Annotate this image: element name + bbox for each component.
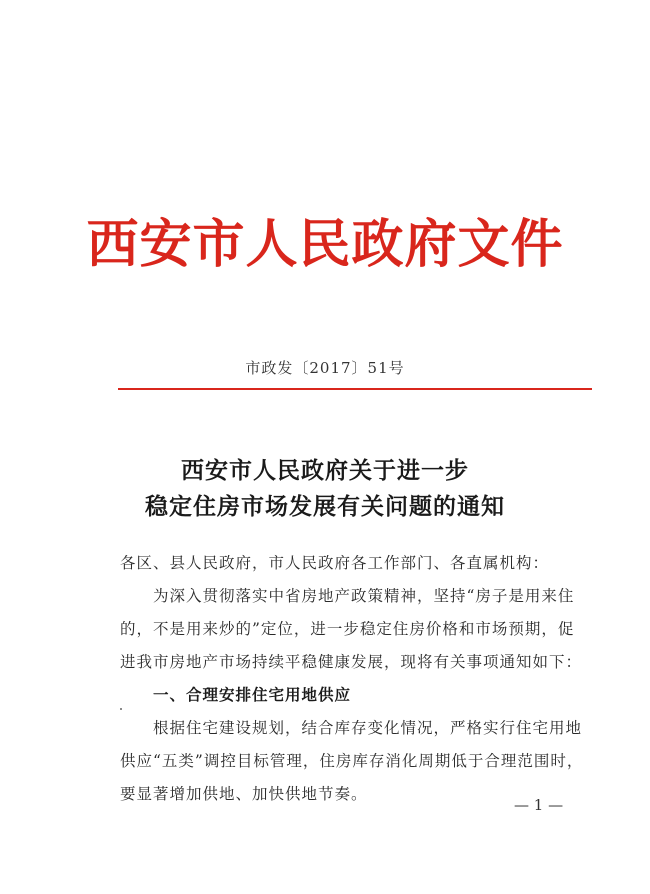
paragraph-2-line-1: 根据住宅建设规划，结合库存变化情况，严格实行住宅用地 <box>153 719 583 737</box>
paragraph-1-line-2: 的，不是用来炒的”定位，进一步稳定住房价格和市场预期，促 <box>120 620 575 638</box>
stray-dot-mark <box>120 708 122 710</box>
masthead-title: 西安市人民政府文件 <box>86 214 564 275</box>
notice-title-line-2: 稳定住房市场发展有关问题的通知 <box>145 493 505 520</box>
addressee-line: 各区、县人民政府，市人民政府各工作部门、各直属机构： <box>120 554 550 572</box>
paragraph-1-line-1: 为深入贯彻落实中省房地产政策精神，坚持“房子是用来住 <box>153 587 575 605</box>
paragraph-2-line-3: 要显著增加供地、加快供地节奏。 <box>120 785 368 803</box>
document-number: 市政发〔2017〕51号 <box>245 359 405 377</box>
section-1-heading: 一、合理安排住宅用地供应 <box>153 686 352 704</box>
page-number: — 1 — <box>514 796 564 814</box>
red-divider-line <box>118 388 592 390</box>
notice-title-line-1: 西安市人民政府关于进一步 <box>181 457 469 484</box>
paragraph-1-line-3: 进我市房地产市场持续平稳健康发展，现将有关事项通知如下： <box>120 653 583 671</box>
paragraph-2-line-2: 供应“五类”调控目标管理，住房库存消化周期低于合理范围时， <box>120 752 584 770</box>
